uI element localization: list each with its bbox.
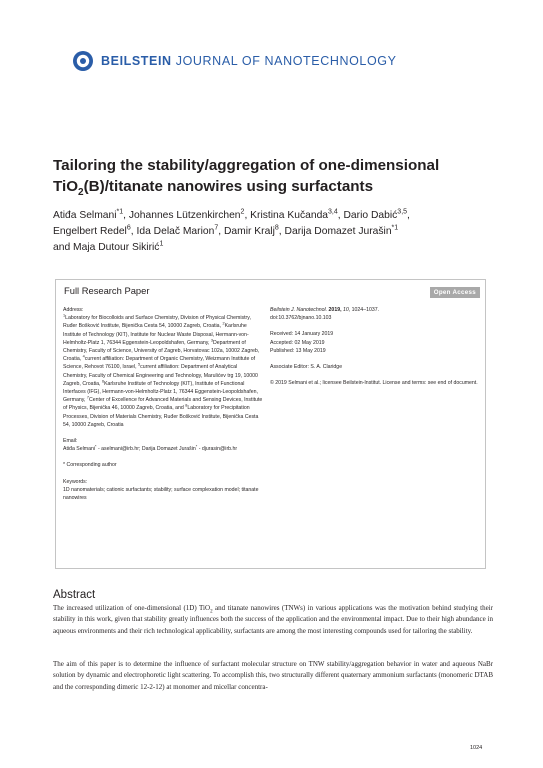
affiliations: $^1$Laboratory for Biocolloids and Surface Chemistry, Division of Physical Chemistry, Ruđer Bošković Institute, Bijenička Cesta 54, 10000 Zagreb, Croatia, $^2$Karlsruhe Institute of Technology (KIT), Institute for Nuclear Waste Disposal, Hermann-von-Helmholtz-Platz 1, 76344 Eggenstein-Leopoldshafen, Germany, $^3$Department of Chemistry, Faculty of Science, University of Zagreb, Horvatovac 102a, 10002 Zagreb, Croatia, $^4$current affiliation: Department of Organic Chemistry, Weizmann Institute of Science, Rehovot 76100, Israel, $^5$current affiliation: Department of Analytical Chemistry, Faculty of Chemical Engineering and Technology, Marulićev trg 19, 10000 Zagreb, Croatia, $^6$Karlsruhe Institute of Technology (KIT), Institute of Functional Interfaces (IFG), Hermann-von-Helmholtz-Platz 1, 76344 Eggenstein-Leopoldshafen, Germany, $^7$Center of Excellence for Advanced Materials and Sensing Devices, Institute of Physics, Bijenička 46, 10000 Zagreb, Croatia, and $^8$Laboratory for Precipitation Processes, Division of Materials Chemistry, Ruđer Bošković Institute, Bijenička Cesta 54, 10000 Zagreb, Croatia (63, 313, 263, 428)
author-list: Atiđa Selmani$^{*1}$, Johannes Lützenkirchen$^2$, Kristina Kučanda$^{3,4}$, Dario Dabić$^{3,5}$, Engelbert Redel$^6$, Ida Delač Marion$^7$, Damir Kralj$^8$, Darija Domazet Jurašin$^{*1}$ and Maja Dutour Sikirić$^1$ (53, 208, 410, 253)
license-text: © 2019 Selmani et al.; licensee Beilstein-Institut. License and terms: see end of document. (270, 380, 478, 387)
article-title: Tailoring the stability/aggregation of one-dimensional TiO$_2$(B)/titanate nanowires using surfactants (53, 157, 440, 199)
author: Damir Kralj$^8$ (223, 224, 279, 237)
author: Kristina Kučanda$^{3,4}$ (250, 208, 338, 221)
author: Ida Delač Marion$^7$ (136, 224, 219, 237)
accepted-date: Accepted: 02 May 2019 (270, 339, 325, 346)
citation: Beilstein J. Nanotechnol. 2019, 10, 1024–1037. (270, 307, 380, 313)
article-info-box (55, 279, 486, 569)
published-date: Published: 13 May 2019 (270, 347, 326, 354)
section-type: Full Research Paper (64, 285, 150, 296)
abstract-heading: Abstract (53, 589, 96, 601)
email-label: Email: (63, 438, 78, 445)
email-list: Atiđa Selmani* - aselmani@irb.hr; Darija Domazet Jurašin* - djurasin@irb.hr (63, 444, 238, 453)
address-label: Address: (63, 307, 84, 313)
page-number: 1024 (470, 745, 483, 751)
beilstein-logo-icon (72, 50, 94, 72)
author: Darija Domazet Jurašin$^{*1}$ (284, 224, 399, 237)
open-access-badge: Open Access (430, 287, 480, 298)
article-meta-column (270, 306, 480, 387)
abstract-paragraph: The aim of this paper is to determine the influence of surfactant molecular structure on TNW stability/aggregation behavior in water and aqueous NaBr solution by dynamic and electrophoretic light scattering. To accomplish this, two structurally different quaternary ammonium surfactants (monomeric DTAB and the corresponding dimeric 12-2-12) at monomer and micellar concentra- (53, 660, 493, 691)
keywords-label: Keywords: (63, 478, 88, 485)
journal-name: BEILSTEIN JOURNAL OF NANOTECHNOLOGY (101, 54, 397, 68)
email-link[interactable]: - djurasin@irb.hr (197, 446, 238, 453)
journal-logo (72, 50, 397, 72)
abstract-paragraph: The increased utilization of one-dimensional (1D) TiO$_2$ and titanate nanowires (TNWs) in various applications was the motivation behind studying their stability in this work, given that stability greatly influences both the success of the application and the environmental impact. Due to their high abundance in aqueous environments and their rich technological applicability, surfactants are among the most interesting compounds used for tailoring the stability. (53, 604, 493, 635)
author: Johannes Lützenkirchen$^2$ (128, 208, 245, 221)
author: Engelbert Redel$^6$ (53, 224, 131, 237)
corresponding-author-note: * Corresponding author (63, 462, 117, 469)
address-column (63, 306, 263, 502)
keywords: 1D nanomaterials; cationic surfactants; stability; surface complexation model; titanate nanowires (63, 486, 259, 502)
associate-editor: Associate Editor: S. A. Claridge (270, 364, 343, 371)
author: Dario Dabić$^{3,5}$ (343, 208, 408, 221)
doi-link[interactable]: doi:10.3762/bjnano.10.103 (270, 315, 332, 322)
received-date: Received: 14 January 2019 (270, 331, 334, 338)
email-link[interactable]: - aselmani@irb.hr; (96, 446, 142, 453)
author: Atiđa Selmani$^{*1}$ (53, 208, 124, 221)
author: and Maja Dutour Sikirić$^1$ (53, 240, 164, 253)
